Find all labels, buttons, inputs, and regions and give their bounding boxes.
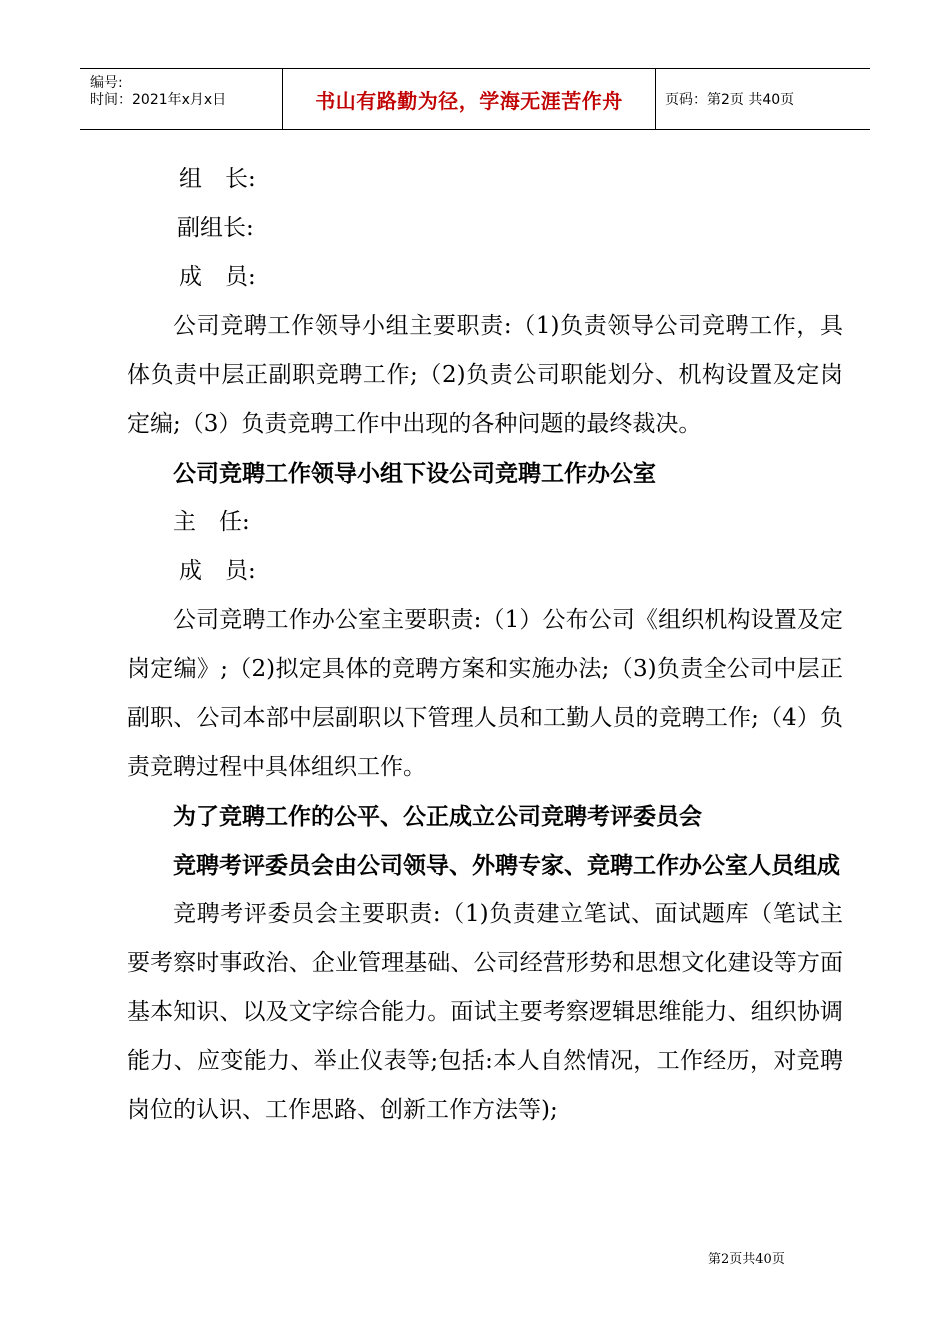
page-header <box>80 68 870 130</box>
deputy-leader-label: 副组长: <box>177 215 254 241</box>
office-heading: 公司竞聘工作领导小组下设公司竞聘工作办公室 <box>173 460 656 487</box>
members-label: 成 员: <box>179 264 256 290</box>
office-members-label: 成 员: <box>179 558 256 584</box>
header-motto: 书山有路勤为径，学海无涯苦作舟 <box>282 69 656 129</box>
header-page-code: 页码：第2页 共40页 <box>665 92 795 108</box>
time-label: 时间：2021年x月x日 <box>90 92 227 108</box>
committee-composition: 竞聘考评委员会由公司领导、外聘专家、竞聘工作办公室人员组成 <box>173 852 840 879</box>
director-label: 主 任: <box>173 509 250 535</box>
leadership-duties-paragraph: 公司竞聘工作领导小组主要职责:（1)负责领导公司竞聘工作，具体负责中层正副职竞聘工作;（2)负责公司职能划分、机构设置及定岗定编;（3）负责竞聘工作中出现的各种问题的最终裁决。 <box>127 313 843 437</box>
header-meta <box>80 69 282 129</box>
leader-label: 组 长: <box>179 166 256 192</box>
document-body <box>127 155 843 1135</box>
committee-heading: 为了竞聘工作的公平、公正成立公司竞聘考评委员会 <box>173 803 702 830</box>
office-duties-paragraph: 公司竞聘工作办公室主要职责:（1）公布公司《组织机构设置及定岗定编》;（2)拟定具体的竞聘方案和实施办法;（3)负责全公司中层正副职、公司本部中层副职以下管理人员和工勤人员的竞聘工作;（4）负责竞聘过程中具体组织工作。 <box>127 607 843 780</box>
number-label: 编号: <box>90 75 123 91</box>
page-footer: 第2页共40页 <box>708 1252 785 1267</box>
committee-duties-paragraph: 竞聘考评委员会主要职责:（1)负责建立笔试、面试题库（笔试主要考察时事政治、企业管理基础、公司经营形势和思想文化建设等方面基本知识、以及文字综合能力。面试主要考察逻辑思维能力、组织协调能力、应变能力、举止仪表等;包括:本人自然情况，工作经历，对竞聘岗位的认识、工作思路、创新工作方法等); <box>127 901 843 1123</box>
